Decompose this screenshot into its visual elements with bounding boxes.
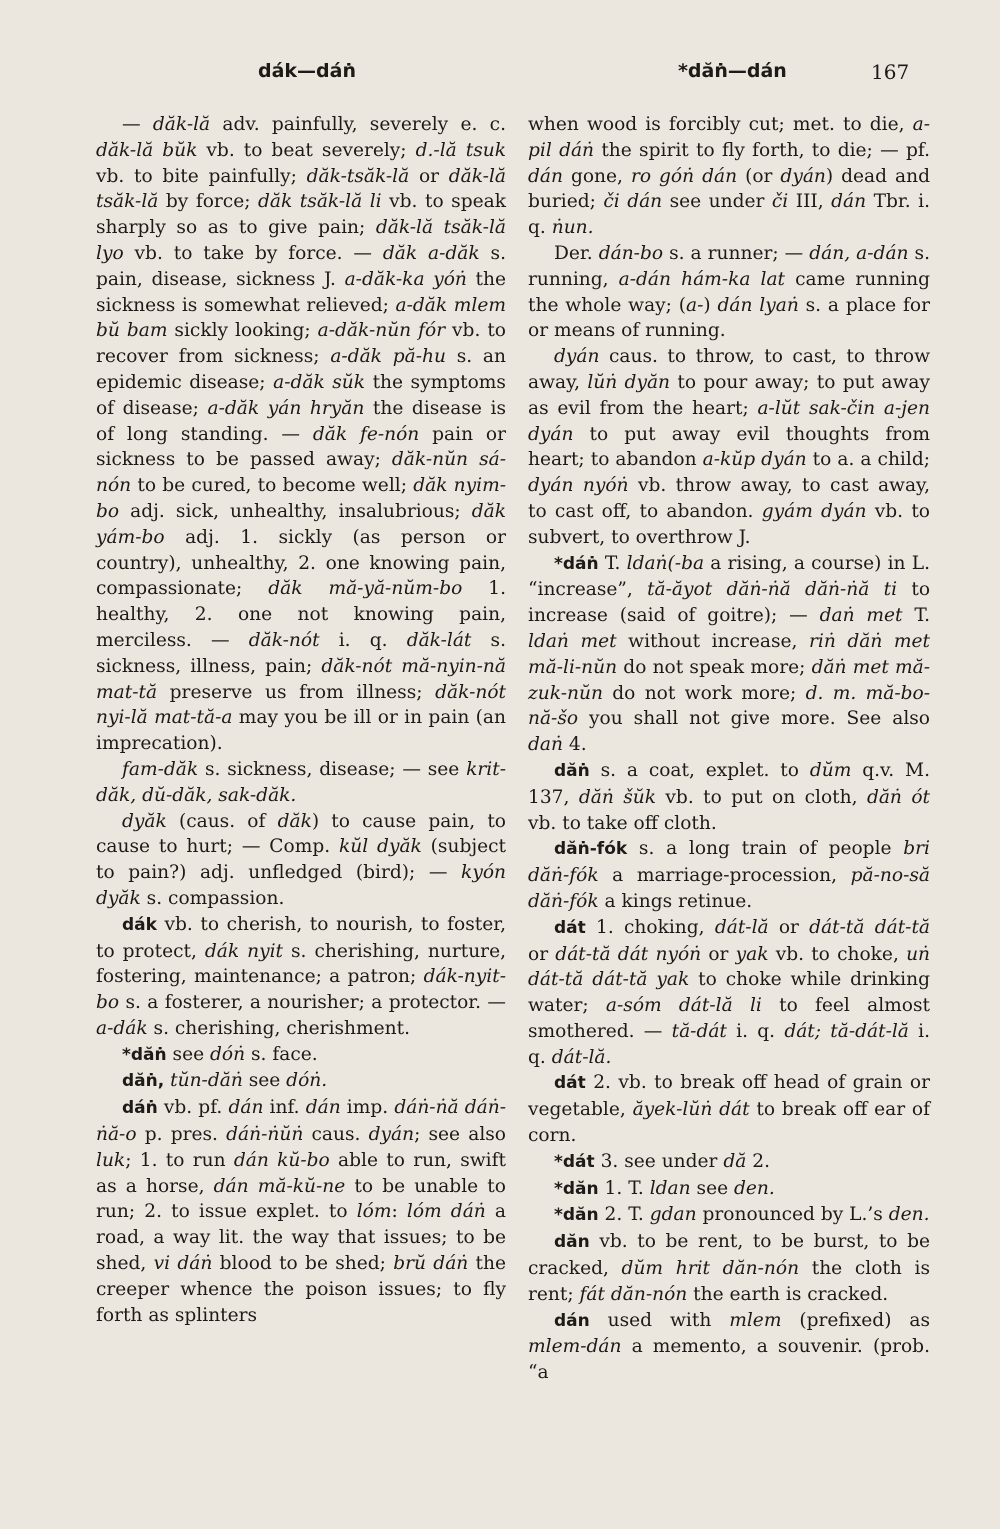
entry-text: s. sickness, illness, pain; bbox=[96, 629, 507, 677]
dictionary-entry bbox=[96, 1068, 506, 1095]
italic-term: bri dăṅ-fók bbox=[528, 838, 930, 887]
italic-term: dăk-lă bŭk bbox=[96, 139, 198, 161]
entry-text: s. face. bbox=[245, 1043, 318, 1065]
headword: dăṅ bbox=[554, 760, 590, 781]
italic-term: dăk-nŭn sá-nón bbox=[96, 449, 506, 497]
left-guide-word: dák—dáṅ bbox=[258, 60, 357, 82]
italic-term: a-dák bbox=[96, 1017, 148, 1039]
entry-text: III, bbox=[788, 191, 832, 213]
entry-text: vb. to take off cloth. bbox=[528, 812, 717, 834]
entry-text: the disease is of long standing. — bbox=[96, 397, 507, 445]
italic-term: dán bbox=[305, 1097, 341, 1119]
entry-text: i. q. bbox=[726, 1020, 785, 1042]
italic-term: gyám dyán bbox=[761, 500, 867, 522]
entry-text: s. a coat, explet. to bbox=[589, 759, 810, 781]
italic-term: mlem-dán bbox=[528, 1336, 622, 1358]
italic-term: dăṅ met mă-zuk-nŭn bbox=[528, 656, 931, 704]
entry-text: 2. bbox=[746, 1150, 771, 1172]
left-column bbox=[96, 112, 506, 1328]
italic-term: dák-nyit-bo bbox=[96, 966, 506, 1014]
italic-term: dăk-lă tsăk-lă lyo bbox=[96, 217, 506, 264]
entry-text: to choke while drinking water; bbox=[528, 969, 930, 1017]
italic-term: dán lyaṅ bbox=[717, 294, 799, 316]
page-number: 167 bbox=[871, 60, 910, 84]
italic-term: lŭṅ dyăn bbox=[587, 371, 671, 393]
entry-text: vb. to speak sharply so as to give pain; bbox=[96, 191, 506, 239]
entry-text: caus. to throw, to cast, to throw away, bbox=[528, 346, 930, 393]
entry-text: ; see also bbox=[414, 1124, 506, 1146]
italic-term: dyán bbox=[554, 346, 600, 368]
entry-text: adj. sick, unhealthy, insalubrious; bbox=[119, 500, 472, 522]
entry-text: or bbox=[701, 943, 736, 965]
italic-term: dóṅ bbox=[210, 1043, 246, 1065]
dictionary-entry bbox=[528, 1149, 930, 1176]
italic-term: d. m. mă-bo-nă-šo bbox=[528, 682, 930, 730]
right-guide-word: *dăṅ—dán bbox=[678, 60, 787, 82]
entry-text: see bbox=[690, 1177, 734, 1199]
italic-term: lóm bbox=[356, 1201, 392, 1223]
entry-text: 1. T. bbox=[598, 1177, 650, 1199]
italic-term: daṅ bbox=[528, 734, 563, 756]
entry-text: see bbox=[242, 1070, 287, 1092]
italic-term: dăk-nót bbox=[248, 629, 320, 651]
italic-term: dán-bo bbox=[598, 242, 664, 264]
entry-text: s. a runner; — bbox=[663, 242, 810, 264]
entry-text: a kings retinue. bbox=[598, 890, 753, 912]
entry-text: vb. to beat severely; bbox=[197, 139, 416, 161]
entry-text: 4. bbox=[562, 734, 587, 756]
headword: *dăṅ bbox=[122, 1044, 167, 1065]
dictionary-entry bbox=[96, 1042, 506, 1069]
entry-text: to be cured, to become well; bbox=[131, 475, 414, 497]
entry-text: vb. throw away, to cast away, to cast off, to abandon. bbox=[528, 475, 930, 522]
dictionary-entry bbox=[528, 551, 930, 758]
italic-term: dát-tă dát nyóṅ bbox=[555, 943, 702, 965]
italic-term: a-dăk yán hryăn bbox=[207, 397, 365, 419]
entry-text: vb. to choke, bbox=[768, 943, 907, 965]
italic-term: dát-lă. bbox=[551, 1046, 612, 1068]
italic-term: fam-dăk bbox=[122, 758, 199, 780]
italic-term: dăk-lát bbox=[406, 629, 472, 651]
italic-term: dóṅ. bbox=[286, 1070, 328, 1092]
italic-term: tă-dát bbox=[671, 1020, 727, 1042]
entry-text: able to run, swift as a horse, bbox=[96, 1149, 506, 1197]
headword: dák bbox=[122, 914, 157, 935]
entry-text: (prefixed) as bbox=[781, 1309, 931, 1331]
entry-text: see bbox=[166, 1043, 211, 1065]
italic-term: krit-dăk, dŭ-dăk, sak-dăk. bbox=[96, 758, 506, 806]
headword: dát bbox=[554, 917, 586, 938]
italic-term: dán bbox=[228, 1097, 264, 1119]
italic-term: dán, a-dán bbox=[809, 242, 909, 264]
italic-term: či bbox=[771, 191, 789, 213]
italic-term: uṅ dát-tă dát-tă yak bbox=[528, 943, 931, 991]
dictionary-entry bbox=[96, 112, 506, 757]
entry-text: s. a place for or means of running. bbox=[528, 294, 930, 342]
dictionary-entry bbox=[528, 836, 930, 914]
dictionary-entry bbox=[528, 1308, 930, 1386]
italic-term: kŭl dyăk bbox=[339, 836, 422, 858]
entry-text: adv. painfully, severely e. c. bbox=[210, 114, 506, 135]
entry-text: a marriage-procession, bbox=[598, 865, 851, 887]
entry-text: vb. to take by force. — bbox=[123, 242, 383, 264]
entry-text: 1. healthy, 2. one not knowing pain, merciless. — bbox=[96, 578, 507, 651]
entry-text: or bbox=[768, 916, 810, 938]
entry-text: vb. to subvert, to overthrow J. bbox=[528, 500, 930, 548]
entry-text: s. running, bbox=[528, 242, 930, 290]
headword: dăn bbox=[554, 1232, 590, 1253]
entry-text: to break off ear of corn. bbox=[528, 1099, 931, 1147]
entry-text: vb. to put on cloth, bbox=[656, 786, 867, 808]
entry-text: to pour away; to put away as evil from the heart; bbox=[528, 371, 930, 419]
italic-term: či dán bbox=[603, 191, 663, 213]
italic-term: dăk tsăk-lă li bbox=[258, 191, 382, 213]
entry-text: (or bbox=[737, 165, 781, 187]
italic-term: dă bbox=[723, 1150, 747, 1172]
entry-text: blood to be shed; bbox=[212, 1253, 394, 1275]
italic-term: gdan bbox=[649, 1204, 697, 1226]
entry-text: adj. 1. sickly (as person or country), unhealthy, 2. one knowing pain, compassionate; bbox=[96, 526, 506, 600]
dictionary-entry bbox=[528, 1202, 930, 1229]
italic-term: a-sóm dát-lă li bbox=[605, 995, 762, 1017]
italic-term: dyán bbox=[368, 1124, 415, 1146]
italic-term: dŭm bbox=[809, 759, 852, 781]
italic-term: a- bbox=[686, 294, 704, 316]
italic-term: dán kŭ-bo bbox=[233, 1149, 330, 1171]
dictionary-entry bbox=[528, 758, 930, 836]
italic-term: dát; tă-dát-lă bbox=[784, 1020, 909, 1042]
entry-text: s. cherishing, cherishment. bbox=[147, 1017, 411, 1039]
entry-text: i. q. bbox=[319, 629, 407, 651]
italic-term: ldaṅ(-ba bbox=[626, 552, 705, 574]
entry-text: the sickness is somewhat relieved; bbox=[96, 268, 506, 316]
entry-text: may you be ill or in pain (an imprecation). bbox=[96, 707, 506, 755]
dictionary-entry bbox=[528, 344, 930, 550]
entry-text: s. a long train of people bbox=[627, 838, 904, 860]
entry-text: you shall not give more. See also bbox=[578, 708, 930, 730]
italic-term: dăk bbox=[277, 810, 312, 832]
entry-text: i. q. bbox=[528, 1020, 930, 1068]
italic-term: dăk nyim-bo bbox=[96, 475, 506, 522]
italic-term: a-dăk-nŭn fór bbox=[317, 320, 446, 342]
entry-text: q.v. M. 137, bbox=[528, 759, 931, 808]
italic-term: dăk a-dăk bbox=[382, 242, 480, 264]
entry-text: a memento, a souvenir. (prob. “a bbox=[528, 1336, 930, 1384]
entry-text: ) dead and buried; bbox=[528, 165, 930, 213]
italic-term: tŭn-dăṅ bbox=[170, 1070, 243, 1092]
entry-text: T. bbox=[902, 605, 930, 627]
headword: dăṅ, bbox=[122, 1071, 165, 1092]
italic-term: vi dáṅ bbox=[153, 1253, 213, 1275]
dictionary-entry bbox=[528, 1070, 930, 1148]
entry-text: T. bbox=[598, 552, 627, 574]
entry-text: ; 1. to run bbox=[125, 1149, 234, 1171]
entry-text: when wood is forcibly cut; met. to die, bbox=[528, 114, 913, 135]
italic-term: dăk-nót mă-nyin-nă mat-tă bbox=[96, 655, 506, 703]
italic-term: a-dăk pă-hu bbox=[330, 346, 446, 368]
italic-term: lóm dáṅ bbox=[406, 1201, 486, 1223]
italic-term: d.-lă tsuk bbox=[415, 139, 506, 161]
entry-text: vb. to be rent, to be burst, to be cracked, bbox=[528, 1231, 930, 1280]
dictionary-entry bbox=[528, 241, 930, 344]
entry-text: (subject to pain?) adj. unfledged (bird); — bbox=[96, 836, 506, 884]
dictionary-entry bbox=[96, 912, 506, 1042]
entry-text: the symptoms of disease; bbox=[96, 371, 506, 419]
entry-text: the creeper whence the poison issues; to fly forth as splinters bbox=[96, 1253, 507, 1326]
entry-text: preserve us from illness; bbox=[157, 681, 436, 703]
entry-text: 1. choking, bbox=[585, 916, 715, 938]
entry-text: ) bbox=[703, 294, 718, 316]
entry-text: the earth is cracked. bbox=[687, 1283, 889, 1305]
entry-text: vb. to bite painfully; bbox=[96, 165, 307, 187]
entry-text: to increase (said of goitre); — bbox=[528, 579, 931, 627]
entry-text: the spirit to fly forth, to die; — pf. bbox=[594, 139, 930, 161]
italic-term: a-dán hám-ka lat bbox=[618, 268, 786, 290]
italic-term: dán bbox=[528, 165, 563, 187]
headword: *dăn bbox=[554, 1178, 599, 1199]
entry-text: (caus. of bbox=[166, 810, 278, 832]
italic-term: dăk-lă tsăk-lă bbox=[96, 165, 506, 213]
italic-term: dăk-tsăk-lă bbox=[306, 165, 410, 187]
italic-term: a-kŭp dyán bbox=[702, 449, 807, 471]
entry-text: — bbox=[122, 114, 153, 135]
entry-text: s. a fosterer, a nourisher; a protector. — bbox=[119, 992, 506, 1014]
italic-term: dăk-lă bbox=[152, 114, 211, 135]
headword: dát bbox=[554, 1073, 586, 1094]
entry-text: the cloth is rent; bbox=[528, 1258, 930, 1305]
entry-text: a road, a way lit. the way that issues; to be shed, bbox=[96, 1201, 506, 1275]
dictionary-entry bbox=[528, 1229, 930, 1307]
italic-term: dăṅ ót bbox=[866, 786, 930, 808]
entry-text: vb. to cherish, to nourish, to foster, to protect, bbox=[96, 913, 506, 962]
italic-term: luk bbox=[96, 1149, 126, 1171]
italic-term: dán bbox=[831, 191, 867, 213]
italic-term: pă-no-să dăṅ-fók bbox=[528, 865, 930, 912]
italic-term: dŭm hrit dăn-nón bbox=[621, 1258, 800, 1280]
italic-term: fát dăn-nón bbox=[579, 1283, 688, 1305]
headword: *dăn bbox=[554, 1205, 599, 1226]
entry-text: Der. bbox=[554, 242, 599, 264]
dictionary-entry bbox=[96, 757, 506, 809]
running-header bbox=[0, 60, 1000, 90]
entry-text: do not work more; bbox=[602, 682, 806, 704]
italic-term: den. bbox=[888, 1204, 930, 1226]
entry-text: sickly looking; bbox=[167, 320, 318, 342]
entry-text: without increase, bbox=[616, 630, 809, 652]
italic-term: a-dăk mlem bŭ bam bbox=[96, 294, 506, 342]
headword: *dát bbox=[554, 1151, 595, 1172]
entry-text: pain or sickness to be passed away; bbox=[96, 423, 506, 471]
entry-text: : bbox=[391, 1201, 407, 1223]
entry-text: or bbox=[528, 943, 556, 965]
italic-term: mlem bbox=[729, 1309, 782, 1331]
italic-term: dăk-nót nyi-lă mat-tă-a bbox=[96, 681, 506, 729]
entry-text: 2. vb. to break off head of grain or vegetable, bbox=[528, 1072, 930, 1121]
entry-text: or bbox=[409, 165, 449, 187]
italic-term: dyán bbox=[780, 165, 826, 187]
italic-term: dyăk bbox=[122, 810, 167, 832]
italic-term: ăyek-lŭṅ dát bbox=[632, 1099, 750, 1121]
italic-term: den. bbox=[734, 1177, 775, 1199]
entry-text: used with bbox=[589, 1309, 730, 1331]
italic-term: a-dăk-ka yóṅ bbox=[344, 268, 467, 290]
italic-term: ro góṅ dán bbox=[630, 165, 738, 187]
headword: dáṅ bbox=[122, 1098, 158, 1119]
italic-term: dáṅ-ṅă dáṅ-ṅă-o bbox=[96, 1097, 506, 1146]
italic-term: kyón dyăk bbox=[96, 862, 506, 909]
entry-text: to a. a child; bbox=[806, 449, 930, 471]
italic-term: dăk fe-nón bbox=[312, 423, 420, 445]
entry-text: by force; bbox=[158, 191, 259, 213]
entry-text: came running the whole way; ( bbox=[528, 268, 931, 316]
headword: dán bbox=[554, 1310, 590, 1331]
entry-text: do not speak more; bbox=[617, 656, 812, 678]
entry-text: to feel almost smothered. — bbox=[528, 995, 931, 1042]
entry-text: vb. to recover from sickness; bbox=[96, 320, 506, 368]
italic-term: dán mă-kŭ-ne bbox=[213, 1175, 346, 1197]
italic-term: daṅ met bbox=[819, 605, 903, 627]
entry-text: s. compassion. bbox=[140, 887, 285, 909]
entry-text: Tbr. i. q. bbox=[528, 191, 930, 239]
headword: dăṅ-fók bbox=[554, 839, 628, 860]
entry-text: s. sickness, disease; — see bbox=[198, 758, 467, 780]
italic-term: tă-ăyot dăṅ-ṅă dăṅ-ṅă ti bbox=[647, 579, 898, 601]
entry-text: ) to cause pain, to cause to hurt; — Comp. bbox=[96, 810, 506, 858]
italic-term: dák nyit bbox=[204, 940, 284, 962]
entry-text: to put away evil thoughts from heart; to abandon bbox=[528, 423, 930, 471]
entry-text: vb. pf. bbox=[157, 1097, 229, 1119]
entry-text: see under bbox=[662, 191, 772, 213]
italic-term: dáṅ-ṅŭṅ bbox=[226, 1124, 304, 1146]
entry-text: p. pres. bbox=[136, 1124, 227, 1146]
entry-text: 3. see under bbox=[594, 1150, 724, 1172]
entry-text: s. an epidemic disease; bbox=[96, 346, 506, 393]
entry-text: imp. bbox=[340, 1097, 395, 1119]
italic-term: brŭ dáṅ bbox=[393, 1253, 469, 1275]
entry-text: a rising, a course) in L. “increase”, bbox=[528, 552, 930, 601]
entry-text: caus. bbox=[303, 1124, 369, 1146]
entry-text: to be unable to run; 2. to issue explet. to bbox=[96, 1175, 506, 1223]
italic-term: yak bbox=[735, 943, 769, 965]
headword: *dáṅ bbox=[554, 553, 599, 574]
italic-term: dát-lă bbox=[714, 916, 769, 938]
italic-term: ṅun. bbox=[551, 217, 594, 239]
dictionary-entry bbox=[96, 809, 506, 912]
italic-term: dăk yám-bo bbox=[96, 500, 506, 548]
italic-term: dăṅ šŭk bbox=[578, 786, 656, 808]
entry-text: inf. bbox=[263, 1097, 306, 1119]
italic-term: ldaṅ met bbox=[528, 630, 617, 652]
italic-term: ldan bbox=[649, 1177, 691, 1199]
dictionary-entry bbox=[528, 112, 930, 241]
italic-term: a-lŭt sak-čin a-jen dyán bbox=[528, 397, 930, 445]
italic-term: dăk mă-yă-nŭm-bo bbox=[268, 578, 463, 600]
italic-term: a-dăk sŭk bbox=[273, 371, 366, 393]
italic-term: dát-tă dát-tă bbox=[809, 916, 931, 938]
italic-term: dyán nyóṅ bbox=[528, 475, 629, 497]
dictionary-entry bbox=[528, 1176, 930, 1203]
italic-term: a-pil dáṅ bbox=[528, 114, 930, 161]
dictionary-entry bbox=[96, 1095, 506, 1328]
entry-text: 2. T. bbox=[598, 1204, 650, 1226]
entry-text: s. pain, disease, sickness J. bbox=[96, 242, 507, 290]
entry-text: pronounced by L.’s bbox=[696, 1204, 889, 1226]
dictionary-entry bbox=[528, 915, 930, 1071]
entry-text: s. cherishing, nurture, fostering, maintenance; a patron; bbox=[96, 940, 506, 988]
right-column bbox=[528, 112, 930, 1386]
entry-text: gone, bbox=[562, 165, 631, 187]
italic-term: riṅ dăṅ met mă-li-nŭn bbox=[528, 630, 931, 678]
